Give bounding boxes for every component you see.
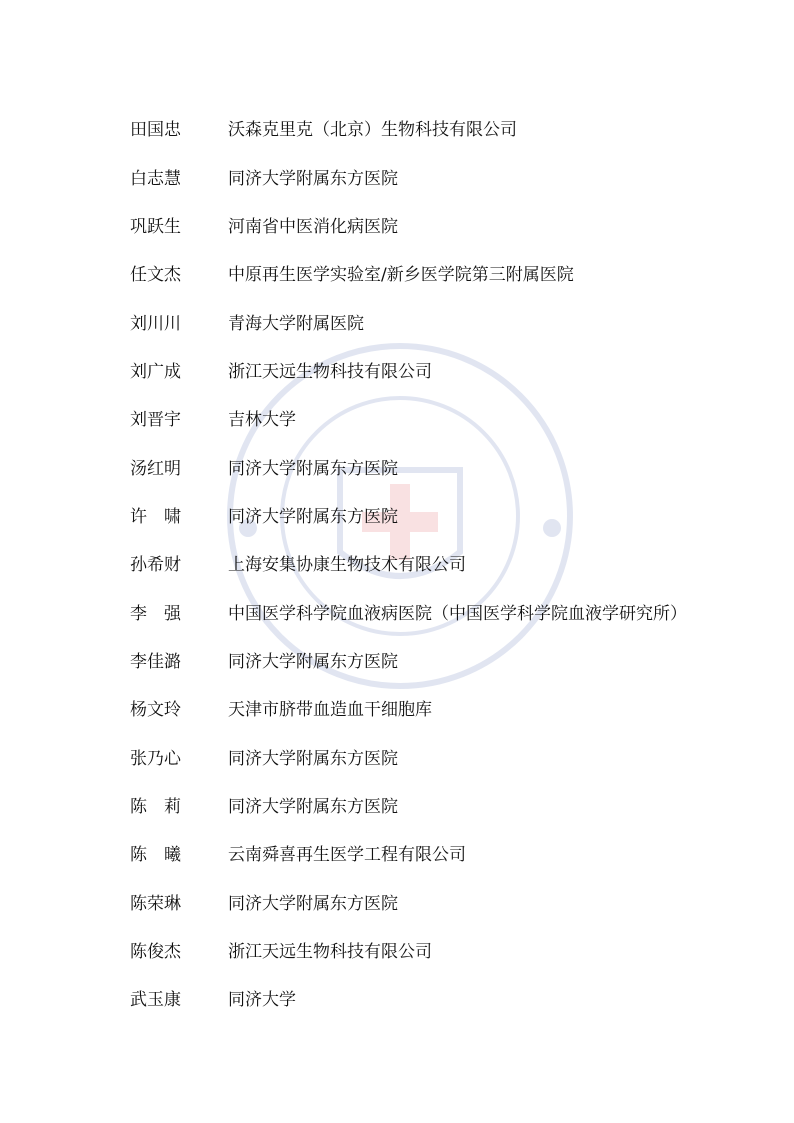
member-organization: 同济大学附属东方医院 <box>228 458 398 479</box>
member-name: 陈俊杰 <box>130 942 181 963</box>
member-row <box>130 734 770 782</box>
member-organization: 河南省中医消化病医院 <box>228 216 398 237</box>
member-row <box>130 831 770 879</box>
member-row <box>130 444 770 492</box>
member-name: 任文杰 <box>130 265 181 286</box>
member-name: 陈 莉 <box>130 796 181 817</box>
member-organization: 同济大学附属东方医院 <box>228 168 398 189</box>
member-row <box>130 493 770 541</box>
member-organization: 沃森克里克（北京）生物科技有限公司 <box>228 120 517 141</box>
member-organization: 同济大学附属东方医院 <box>228 748 398 769</box>
member-organization: 青海大学附属医院 <box>228 313 364 334</box>
member-row <box>130 783 770 831</box>
member-row <box>130 541 770 589</box>
member-row <box>130 638 770 686</box>
member-organization: 同济大学附属东方医院 <box>228 506 398 527</box>
member-row <box>130 251 770 299</box>
member-name: 刘广成 <box>130 361 181 382</box>
member-name: 孙希财 <box>130 555 181 576</box>
member-name: 许 啸 <box>130 506 181 527</box>
member-organization: 浙江天远生物科技有限公司 <box>228 361 432 382</box>
member-organization: 浙江天远生物科技有限公司 <box>228 942 432 963</box>
member-name: 刘川川 <box>130 313 181 334</box>
member-row <box>130 348 770 396</box>
member-organization: 同济大学附属东方医院 <box>228 893 398 914</box>
member-name: 李 强 <box>130 603 181 624</box>
member-name: 田国忠 <box>130 120 181 141</box>
member-organization: 吉林大学 <box>228 410 296 431</box>
member-name: 张乃心 <box>130 748 181 769</box>
member-name: 陈 曦 <box>130 845 181 866</box>
member-list <box>130 106 770 1025</box>
member-row <box>130 589 770 637</box>
member-organization: 同济大学附属东方医院 <box>228 651 398 672</box>
member-row <box>130 203 770 251</box>
member-row <box>130 106 770 154</box>
member-name: 巩跃生 <box>130 216 181 237</box>
member-name: 陈荣琳 <box>130 893 181 914</box>
member-name: 刘晋宇 <box>130 410 181 431</box>
member-name: 汤红明 <box>130 458 181 479</box>
member-organization: 同济大学附属东方医院 <box>228 796 398 817</box>
member-name: 武玉康 <box>130 990 181 1011</box>
member-row <box>130 396 770 444</box>
member-name: 李佳潞 <box>130 651 181 672</box>
member-organization: 上海安集协康生物技术有限公司 <box>228 555 466 576</box>
member-row <box>130 880 770 928</box>
member-organization: 中原再生医学实验室/新乡医学院第三附属医院 <box>228 265 574 286</box>
member-organization: 天津市脐带血造血干细胞库 <box>228 700 432 721</box>
member-row <box>130 299 770 347</box>
member-row <box>130 154 770 202</box>
member-row <box>130 928 770 976</box>
member-row <box>130 686 770 734</box>
member-organization: 中国医学科学院血液病医院（中国医学科学院血液学研究所） <box>228 603 687 624</box>
member-organization: 云南舜喜再生医学工程有限公司 <box>228 845 466 866</box>
member-row <box>130 976 770 1024</box>
member-organization: 同济大学 <box>228 990 296 1011</box>
member-name: 杨文玲 <box>130 700 181 721</box>
member-name: 白志慧 <box>130 168 181 189</box>
